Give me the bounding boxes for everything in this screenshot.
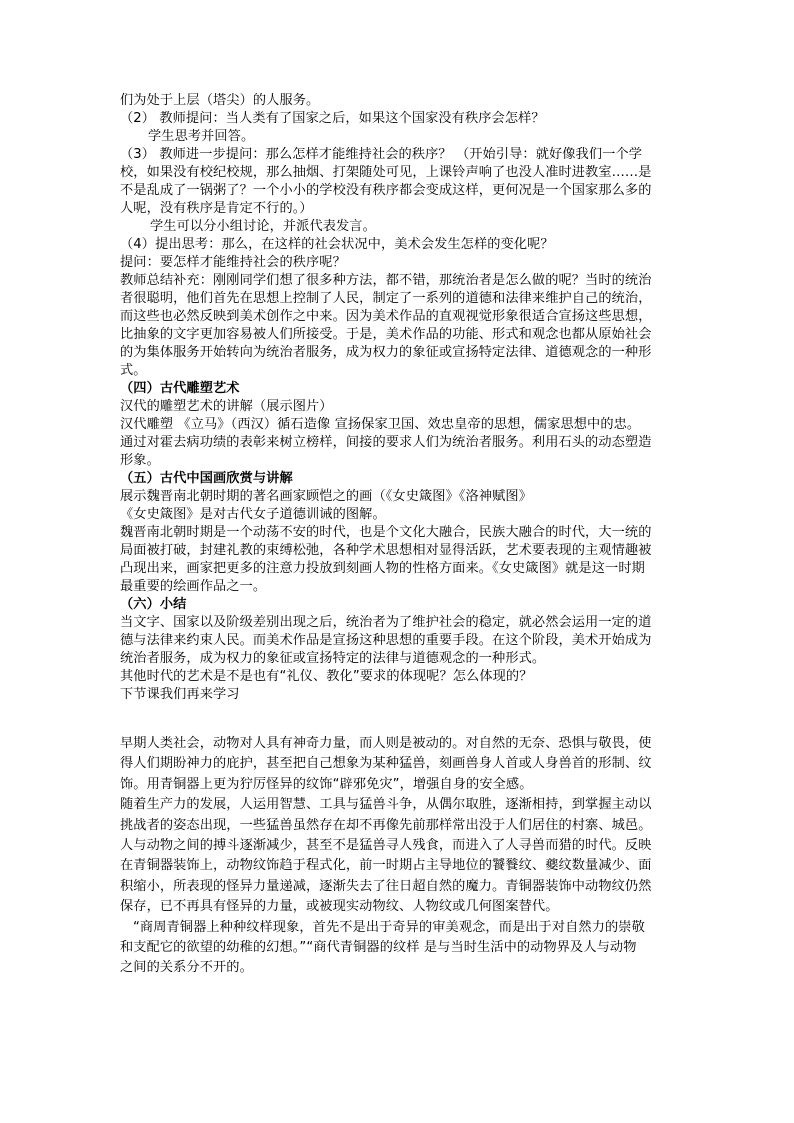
- text-line: 其他时代的艺术是不是也有“礼仪、教化”要求的体现呢？怎么体现的？: [120, 669, 533, 684]
- text-line: 人呢，没有秩序是肯定不行的。）: [120, 201, 313, 216]
- text-line: 保存，已不再具有怪异的力量，或被现实动物纹、人物纹或几何图案替代。: [120, 899, 559, 915]
- text-line: 局面被打破，封建礼教的束缚松弛，各种学术思想相对显得活跃，艺术要表现的主观情趣被: [120, 543, 652, 558]
- text-line: 学生可以分小组讨论，并派代表发言。: [150, 219, 376, 234]
- text-line: 汉代的雕塑艺术的讲解（展示图片）: [120, 399, 333, 414]
- quote-line: 和支配它的欲望的幼稚的幻想。”“商代青铜器的纹样 是与当时生活中的动物界及人与动物: [120, 940, 637, 956]
- section-heading-sculpture: （四）古代雕塑艺术: [120, 381, 240, 396]
- text-line: 魏晋南北朝时期是一个动荡不安的时代，也是个文化大融合，民族大融合的时代，大一统的: [120, 525, 652, 540]
- text-line: 当文字、国家以及阶级差别出现之后，统治者为了维护社会的稳定，就必然会运用一定的道: [120, 615, 652, 630]
- text-line: 挑战者的姿态出现，一些猛兽虽然存在却不再像先前那样常出没于人们居住的村寨、城邑。: [120, 817, 652, 833]
- text-line: 们为处于上层（塔尖）的人服务。: [120, 93, 320, 108]
- text-line: 德与法律来约束人民。而美术作品是宣扬这种思想的重要手段。在这个阶段，美术开始成为: [120, 633, 652, 648]
- text-line: 在青铜器装饰上，动物纹饰趋于程式化，前一时期占主导地位的饕餮纹、夔纹数量减少、面: [120, 858, 652, 874]
- quote-line: “商周青铜器上种种纹样现象，首先不是出于奇异的审美观念，而是出于对自然力的崇敬: [133, 919, 645, 935]
- text-line: 凸现出来，画家把更多的注意力投放到刻画人物的性格方面来。《女史箴图》就是这一时期: [120, 561, 645, 576]
- lesson-plan-section: [120, 92, 680, 704]
- text-line: 统治者服务，成为权力的象征或宣扬特定的法律与道德观念的一种形式。: [120, 651, 546, 666]
- text-line: 式。: [120, 363, 147, 378]
- text-line: 得人们期盼神力的庇护，甚至把自己想象为某种猛兽，刻画兽身人首或人身兽首的形制、纹: [120, 756, 652, 772]
- text-line: 展示魏晋南北朝时期的著名画家顾恺之的画（《女史箴图》《洛神赋图》: [120, 489, 532, 504]
- text-line: 通过对霍去病功绩的表彰来树立榜样，间接的要求人们为统治者服务。利用石头的动态塑造: [120, 435, 652, 450]
- text-line: 者很聪明，他们首先在思想上控制了人民，制定了一系列的道德和法律来维护自己的统治，: [120, 291, 652, 306]
- question-2: （2） 教师提问：当人类有了国家之后，如果这个国家没有秩序会怎样？: [120, 111, 545, 126]
- text-line: 《女史箴图》是对古代女子道德训诫的图解。: [120, 507, 386, 522]
- text-line: 之间的关系分不开的。: [120, 960, 253, 976]
- document-page: [120, 92, 680, 979]
- section-heading-summary: （六）小结: [120, 597, 187, 612]
- text-line: 不是乱成了一锅粥了？一个小小的学校没有秩序都会变成这样，更何况是一个国家那么多的: [120, 183, 652, 198]
- text-line: 下节课我们再来学习: [120, 687, 240, 702]
- text-line: 最重要的绘画作品之一。: [120, 579, 267, 594]
- section-heading-painting: （五）古代中国画欣赏与讲解: [120, 471, 293, 486]
- text-line: 比抽象的文字更加容易被人们所接受。于是，美术作品的功能、形式和观念也都从原始社会: [120, 327, 652, 342]
- text-line: 而这些也必然反映到美术创作之中来。因为美术作品的直观视觉形象很适合宣扬这些思想，: [120, 309, 652, 324]
- text-line: 积缩小，所表现的怪异力量递减，逐渐失去了往日超自然的魔力。青铜器装饰中动物纹仍然: [120, 878, 652, 894]
- text-line: 饰。用青铜器上更为狞厉怪异的纹饰“辟邪免灾”，增强自身的安全感。: [120, 776, 533, 792]
- bronze-ware-essay: [120, 734, 680, 979]
- text-line: 随着生产力的发展，人运用智慧、工具与猛兽斗争，从偶尔取胜，逐渐相持，到掌握主动以: [120, 797, 652, 813]
- text-line: 校，如果没有校纪校规，那么抽烟、打架随处可见，上课铃声响了也没人准时进教室……是: [120, 165, 652, 180]
- text-line: 形象。: [120, 453, 160, 468]
- text-line: 早期人类社会，动物对人具有神奇力量，而人则是被动的。对自然的无奈、恐惧与敬畏，使: [120, 736, 652, 751]
- text-line: 提问：要怎样才能维持社会的秩序呢？: [120, 255, 346, 270]
- text-line: 教师总结补充：刚刚同学们想了很多种方法，都不错，那统治者是怎么做的呢？当时的统治: [120, 273, 652, 288]
- text-line: 汉代雕塑 《立马》（西汉）循石造像 宣扬保家卫国、效忠皇帝的思想，儒家思想中的忠。: [120, 417, 641, 432]
- question-4: （4）提出思考：那么，在这样的社会状况中，美术会发生怎样的变化呢？: [120, 237, 554, 252]
- text-line: 的为集体服务开始转向为统治者服务，成为权力的象征或宣扬特定法律、道德观念的一种形: [120, 345, 652, 360]
- text-line: 学生思考并回答。: [148, 129, 255, 144]
- text-line: 人与动物之间的搏斗逐渐减少，甚至不是猛兽寻人残食，而进入了人寻兽而猎的时代。反映: [120, 838, 652, 854]
- question-3: （3） 教师进一步提问：那么怎样才能维持社会的秩序？ （开始引导：就好像我们一个学: [120, 147, 642, 162]
